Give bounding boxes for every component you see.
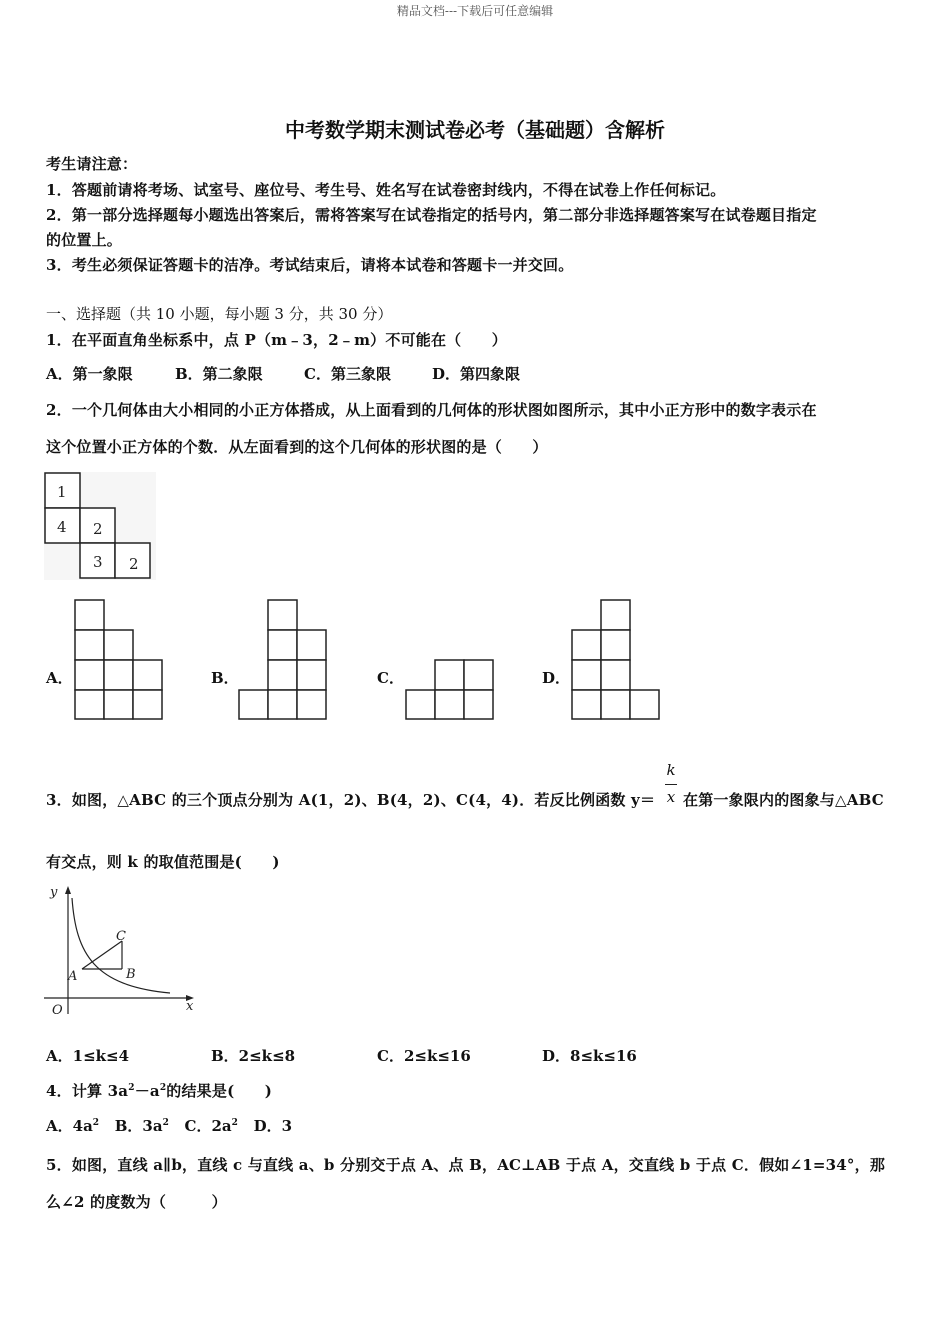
grid-number: 2 <box>129 555 139 573</box>
question-3-stem-line1b: 在第一象限内的图象与△ABC <box>683 791 884 809</box>
option-value: 3a <box>142 1117 163 1135</box>
top-view-grid-figure <box>44 472 158 582</box>
q1-option-a: A．第一象限 <box>46 365 133 383</box>
axis-label-y: y <box>50 885 58 900</box>
question-5-stem-line2: 么∠2 的度数为（ ） <box>46 1193 227 1211</box>
q4-option-a <box>46 1117 99 1135</box>
grid-number: 3 <box>93 553 103 571</box>
q1-option-d: D．第四象限 <box>432 365 521 383</box>
exponent: 2 <box>92 1118 100 1128</box>
question-5-stem-line1: 5．如图，直线 a∥b，直线 c 与直线 a、b 分别交于点 A、点 B，AC⊥AB 于点 A，交直线 b 于点 C．假如∠1=34°，那 <box>46 1156 886 1174</box>
q4-stem-part: －a <box>134 1082 160 1100</box>
q4-option-b <box>115 1117 169 1135</box>
q2-option-c-figure <box>405 659 495 721</box>
q2-option-d-label: D． <box>542 669 571 687</box>
q4-stem-part: 4．计算 3a <box>46 1082 129 1100</box>
option-value: 2a <box>211 1117 232 1135</box>
grid-number: 2 <box>93 520 103 538</box>
axis-label-x: x <box>186 999 194 1014</box>
grid-number: 4 <box>57 518 67 536</box>
point-label-c: C <box>116 929 126 944</box>
q2-option-b-label: B． <box>211 669 239 687</box>
q2-option-a-label: A． <box>46 669 73 687</box>
page-title: 中考数学期末测试卷必考（基础题）含解析 <box>285 118 665 142</box>
q1-option-c: C．第三象限 <box>304 365 391 383</box>
point-label-a: A <box>68 969 78 984</box>
option-letter: B． <box>114 1117 143 1135</box>
notice-heading: 考生请注意： <box>46 155 138 173</box>
fraction-denominator: x <box>666 788 676 806</box>
question-3-stem-line2: 有交点，则 k 的取值范围是( ) <box>46 853 280 871</box>
q3-option-c: C．2≤k≤16 <box>377 1047 471 1065</box>
fraction-numerator: k <box>666 761 676 779</box>
q3-option-b: B．2≤k≤8 <box>211 1047 296 1065</box>
notice-item: 的位置上。 <box>46 231 123 249</box>
q4-option-c <box>185 1117 238 1135</box>
question-1-stem: 1．在平面直角坐标系中，点 P（m﹣3，2﹣m）不可能在（ ） <box>46 331 507 349</box>
question-2-stem-line2: 这个位置小正方体的个数．从左面看到的这个几何体的形状图的是（ ） <box>46 438 548 456</box>
question-3-stem-line1: 3．如图，△ABC 的三个顶点分别为 A(1，2)、B(4，2)、C(4，4)．若反比例函数 y＝ <box>46 791 656 809</box>
option-letter: C． <box>184 1117 212 1135</box>
q2-option-d-figure <box>571 599 661 721</box>
option-value: 4a <box>72 1117 93 1135</box>
notice-item: 1．答题前请将考场、试室号、座位号、考生号、姓名写在试卷密封线内，不得在试卷上作任何标记。 <box>46 181 726 199</box>
page-header: 精品文档---下载后可任意编辑 <box>396 4 554 18</box>
grid-number: 1 <box>57 483 67 501</box>
point-label-b: B <box>126 967 136 982</box>
q2-option-c-label: C． <box>377 669 404 687</box>
q4-options <box>46 1115 292 1136</box>
option-letter: A． <box>46 1117 73 1135</box>
q1-option-b: B．第二象限 <box>175 365 263 383</box>
fraction-bar <box>665 784 677 785</box>
exponent: 2 <box>159 1083 167 1093</box>
q3-graph-figure <box>44 884 200 1024</box>
notice-item: 3．考生必须保证答题卡的洁净。考试结束后，请将本试卷和答题卡一并交回。 <box>46 256 574 274</box>
q4-stem-part: 的结果是( ) <box>166 1082 273 1100</box>
option-value: 3 <box>281 1117 293 1135</box>
exponent: 2 <box>128 1083 135 1093</box>
q3-option-a: A．1≤k≤4 <box>46 1047 130 1065</box>
question-2-stem-line1: 2．一个几何体由大小相同的小正方体搭成，从上面看到的几何体的形状图如图所示，其中小正方形中的数字表示在 <box>46 401 817 419</box>
q3-option-d: D．8≤k≤16 <box>542 1047 637 1065</box>
q2-option-a-figure <box>74 599 164 721</box>
notice-item: 2．第一部分选择题每小题选出答案后，需将答案写在试卷指定的括号内，第二部分非选择题答案写在试卷题目指定 <box>46 206 817 224</box>
q2-option-b-figure <box>238 599 328 721</box>
question-4-stem <box>46 1080 272 1101</box>
origin-label: O <box>52 1003 63 1018</box>
exponent: 2 <box>162 1118 169 1128</box>
exponent: 2 <box>231 1118 238 1128</box>
section-heading: 一、选择题（共 10 小题，每小题 3 分，共 30 分） <box>46 305 393 323</box>
option-letter: D． <box>253 1117 282 1135</box>
q4-option-d <box>254 1117 292 1135</box>
